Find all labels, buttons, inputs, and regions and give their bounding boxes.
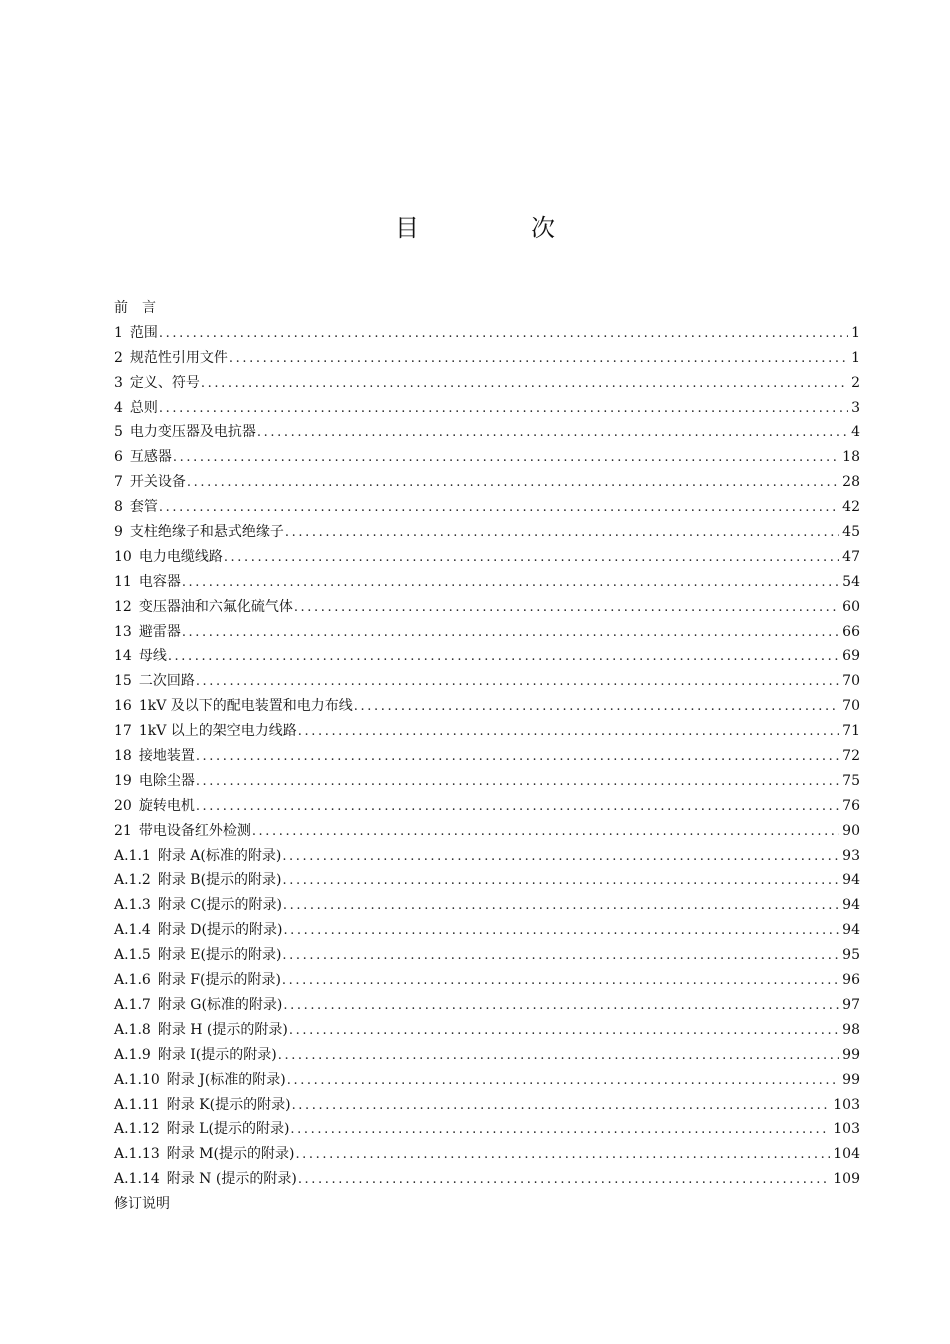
toc-dot-leader <box>298 720 839 745</box>
toc-entry-number: 20 <box>114 797 132 814</box>
toc-entry-page: 66 <box>842 623 860 640</box>
toc-preface[interactable] <box>114 296 860 321</box>
toc-dot-leader <box>290 1118 830 1143</box>
toc-entry-number: A.1.10 <box>114 1071 160 1088</box>
toc-entry[interactable] <box>114 595 860 620</box>
toc-entry-label: 旋转电机 <box>138 797 195 814</box>
toc-dot-leader <box>354 695 839 720</box>
toc-entry-page: 2 <box>851 374 860 391</box>
toc-dot-leader <box>283 994 839 1019</box>
toc-entry[interactable] <box>114 968 860 993</box>
toc-entry-number: 6 <box>114 449 123 466</box>
toc-entry-label: 附录 A(标准的附录) <box>157 847 282 864</box>
toc-entry-page: 3 <box>851 399 860 416</box>
toc-entry-label: 规范性引用文件 <box>129 349 228 366</box>
toc-entry[interactable] <box>114 1167 860 1192</box>
toc-dot-leader <box>289 1019 839 1044</box>
toc-entry-page: 45 <box>842 524 860 541</box>
page-title: 目 次 <box>395 214 599 242</box>
toc-entry-label: 总则 <box>129 399 158 416</box>
toc-dot-leader <box>287 1069 839 1094</box>
toc-dot-leader <box>282 944 839 969</box>
toc-entry-label: 开关设备 <box>129 474 186 491</box>
toc-entry-number: A.1.12 <box>114 1121 160 1138</box>
toc-entry-label: 附录 F(提示的附录) <box>157 972 281 989</box>
toc-entry[interactable] <box>114 943 860 968</box>
toc-entry-label: 电力电缆线路 <box>138 548 223 565</box>
toc-entry-label: 附录 E(提示的附录) <box>157 947 282 964</box>
toc-entry-number: 18 <box>114 748 132 765</box>
toc-entry-number: 21 <box>114 822 132 839</box>
toc-entry-page: 93 <box>842 847 860 864</box>
toc-entry[interactable] <box>114 844 860 869</box>
toc-dot-leader <box>292 1094 831 1119</box>
toc-entry[interactable] <box>114 1068 860 1093</box>
toc-entry-number: 3 <box>114 374 123 391</box>
toc-entry-page: 18 <box>842 449 860 466</box>
toc-entry-number: A.1.1 <box>114 847 151 864</box>
toc-entry-page: 90 <box>842 822 860 839</box>
toc-entry[interactable] <box>114 819 860 844</box>
toc-entry-page: 95 <box>842 947 860 964</box>
toc-dot-leader <box>196 770 839 795</box>
toc-entry-page: 99 <box>842 1071 860 1088</box>
toc-entry[interactable] <box>114 669 860 694</box>
toc-entry-label: 二次回路 <box>138 673 195 690</box>
toc-entry-label: 附录 D(提示的附录) <box>157 922 283 939</box>
toc-entry-page: 94 <box>842 897 860 914</box>
toc-dot-leader <box>196 745 839 770</box>
toc-entry-label: 变压器油和六氟化硫气体 <box>138 598 293 615</box>
toc-entry-label: 电除尘器 <box>138 772 195 789</box>
toc-entry[interactable] <box>114 893 860 918</box>
toc-entry[interactable] <box>114 918 860 943</box>
toc-entry[interactable] <box>114 769 860 794</box>
toc-entry-number: 11 <box>114 573 132 590</box>
toc-entry[interactable] <box>114 694 860 719</box>
toc-entry-page: 97 <box>842 996 860 1013</box>
toc-entry[interactable] <box>114 1018 860 1043</box>
toc-entry-page: 1 <box>851 324 860 341</box>
toc-entry-label: 附录 M(提示的附录) <box>166 1146 295 1163</box>
toc-entry[interactable] <box>114 794 860 819</box>
toc-entry-label: 母线 <box>138 648 167 665</box>
toc-entry-label: 附录 H (提示的附录) <box>157 1021 288 1038</box>
toc-entry-label: 范围 <box>129 324 158 341</box>
toc-entry-page: 109 <box>833 1171 860 1188</box>
toc-entry[interactable] <box>114 1043 860 1068</box>
toc-entry[interactable] <box>114 620 860 645</box>
toc-entry-label: 附录 C(提示的附录) <box>157 897 282 914</box>
toc-entry[interactable] <box>114 1093 860 1118</box>
toc-dot-leader <box>278 1044 839 1069</box>
toc-dot-leader <box>283 894 839 919</box>
toc-entry-number: 4 <box>114 399 123 416</box>
toc-entry-number: A.1.11 <box>114 1096 160 1113</box>
toc-entry[interactable] <box>114 520 860 545</box>
toc-revision-label: 修订说明 <box>114 1196 170 1213</box>
toc-entry[interactable] <box>114 346 860 371</box>
toc-dot-leader <box>201 372 848 397</box>
toc-entry-label: 互感器 <box>129 449 172 466</box>
toc-entry-number: A.1.9 <box>114 1046 151 1063</box>
toc-entry-number: 10 <box>114 548 132 565</box>
toc-entry-number: A.1.2 <box>114 872 151 889</box>
toc-dot-leader <box>283 919 839 944</box>
toc-dot-leader <box>187 471 839 496</box>
toc-entry-label: 附录 J(标准的附录) <box>166 1071 286 1088</box>
toc-dot-leader <box>252 820 839 845</box>
toc-entry-page: 94 <box>842 922 860 939</box>
toc-dot-leader <box>196 670 839 695</box>
toc-entry-page: 60 <box>842 598 860 615</box>
toc-entry-page: 54 <box>842 573 860 590</box>
toc-entry-number: 2 <box>114 349 123 366</box>
toc-entry-label: 1kV 及以下的配电装置和电力布线 <box>138 698 353 715</box>
toc-entry[interactable] <box>114 868 860 893</box>
toc-dot-leader <box>257 421 848 446</box>
toc-entry-label: 定义、符号 <box>129 374 200 391</box>
toc-entry[interactable] <box>114 570 860 595</box>
toc-entry-page: 70 <box>842 698 860 715</box>
toc-dot-leader <box>282 969 839 994</box>
toc-entry-label: 接地装置 <box>138 748 195 765</box>
toc-revision-notes[interactable] <box>114 1192 860 1217</box>
toc-dot-leader <box>295 1143 830 1168</box>
toc-entry-page: 96 <box>842 972 860 989</box>
toc-entry[interactable] <box>114 545 860 570</box>
toc-entry-number: A.1.7 <box>114 996 151 1013</box>
toc-entry[interactable] <box>114 993 860 1018</box>
toc-entry-number: 5 <box>114 424 123 441</box>
toc-entry-number: A.1.13 <box>114 1146 160 1163</box>
toc-dot-leader <box>285 521 839 546</box>
toc-dot-leader <box>196 795 839 820</box>
toc-entry-page: 42 <box>842 499 860 516</box>
toc-entry[interactable] <box>114 470 860 495</box>
toc-entry-label: 附录 L(提示的附录) <box>166 1121 290 1138</box>
toc-entry[interactable] <box>114 1117 860 1142</box>
toc-entry[interactable] <box>114 420 860 445</box>
toc-entry-label: 套管 <box>129 499 158 516</box>
toc-entry-page: 99 <box>842 1046 860 1063</box>
toc-entry-page: 75 <box>842 772 860 789</box>
toc-entry-page: 103 <box>833 1121 860 1138</box>
toc-dot-leader <box>173 446 839 471</box>
toc-entry-label: 附录 I(提示的附录) <box>157 1046 277 1063</box>
toc-entry-page: 98 <box>842 1021 860 1038</box>
toc-entry-label: 附录 N (提示的附录) <box>166 1171 297 1188</box>
toc-preface-label: 前 言 <box>114 300 156 316</box>
toc-entry[interactable] <box>114 396 860 421</box>
toc-entry-number: 8 <box>114 499 123 516</box>
toc-entry-number: A.1.5 <box>114 947 151 964</box>
toc-dot-leader <box>283 869 840 894</box>
toc-entry-page: 94 <box>842 872 860 889</box>
toc-dot-leader <box>224 546 839 571</box>
toc-dot-leader <box>282 845 839 870</box>
toc-entry-label: 附录 K(提示的附录) <box>166 1096 291 1113</box>
toc-entry-number: 1 <box>114 324 123 341</box>
toc-entry-number: 7 <box>114 474 123 491</box>
toc-entry-page: 69 <box>842 648 860 665</box>
toc-entry-page: 72 <box>842 748 860 765</box>
toc-entry-page: 1 <box>851 349 860 366</box>
toc-entry[interactable] <box>114 744 860 769</box>
toc-entry-label: 电容器 <box>138 573 181 590</box>
toc-entry-number: A.1.14 <box>114 1171 160 1188</box>
toc-entry-label: 带电设备红外检测 <box>138 822 251 839</box>
toc-entry-number: A.1.8 <box>114 1021 151 1038</box>
toc-entry-number: A.1.6 <box>114 972 151 989</box>
toc-entry-page: 28 <box>842 474 860 491</box>
toc-entry[interactable] <box>114 495 860 520</box>
toc-entry-number: 16 <box>114 698 132 715</box>
toc-entry-number: 15 <box>114 673 132 690</box>
toc-entry-number: 19 <box>114 772 132 789</box>
toc-dot-leader <box>298 1168 830 1193</box>
toc-entry-number: 14 <box>114 648 132 665</box>
toc-entry[interactable] <box>114 371 860 396</box>
toc-entry-page: 71 <box>842 723 860 740</box>
toc-entries <box>114 321 860 1192</box>
toc-entry[interactable] <box>114 1142 860 1167</box>
toc-dot-leader <box>294 596 839 621</box>
toc-entry-label: 支柱绝缘子和悬式绝缘子 <box>129 524 284 541</box>
toc-entry-number: 9 <box>114 524 123 541</box>
toc-dot-leader <box>159 496 839 521</box>
toc-entry-number: 17 <box>114 723 132 740</box>
toc-entry-page: 70 <box>842 673 860 690</box>
toc-dot-leader <box>182 571 839 596</box>
toc-entry[interactable] <box>114 719 860 744</box>
toc-entry-number: 13 <box>114 623 132 640</box>
toc-entry-page: 76 <box>842 797 860 814</box>
toc-dot-leader <box>182 621 839 646</box>
toc-dot-leader <box>229 347 848 372</box>
toc-entry-page: 4 <box>851 424 860 441</box>
toc-entry[interactable] <box>114 644 860 669</box>
toc-entry[interactable] <box>114 445 860 470</box>
toc-entry-number: 12 <box>114 598 132 615</box>
table-of-contents <box>114 296 860 1217</box>
toc-dot-leader <box>159 322 848 347</box>
toc-entry-label: 1kV 以上的架空电力线路 <box>138 723 297 740</box>
toc-entry-label: 电力变压器及电抗器 <box>129 424 256 441</box>
toc-entry[interactable] <box>114 321 860 346</box>
toc-entry-label: 附录 B(提示的附录) <box>157 872 282 889</box>
toc-entry-label: 避雷器 <box>138 623 181 640</box>
toc-entry-page: 104 <box>833 1146 860 1163</box>
toc-entry-number: A.1.3 <box>114 897 151 914</box>
toc-entry-label: 附录 G(标准的附录) <box>157 996 283 1013</box>
toc-entry-page: 103 <box>833 1096 860 1113</box>
toc-entry-number: A.1.4 <box>114 922 151 939</box>
toc-entry-page: 47 <box>842 548 860 565</box>
toc-dot-leader <box>159 397 848 422</box>
toc-dot-leader <box>168 645 839 670</box>
